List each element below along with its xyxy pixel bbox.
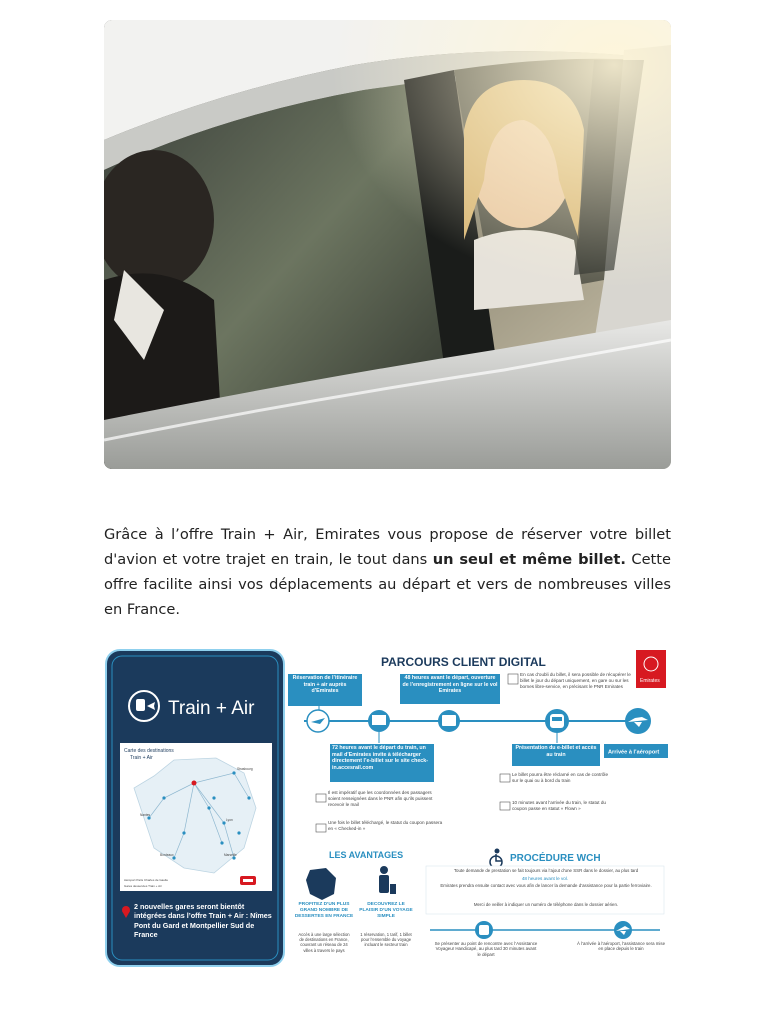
city-label: Strasbourg	[237, 767, 253, 771]
step1-box: Réservation de l’itinéraire train + air auprès d’Emirates	[288, 674, 362, 713]
step4-notes: Le billet pourra être réclamé en cas de contrôle sur le quai ou à bord du train 10 minutes avant l’arrivée du train, le statut du coupon passe en statut « Flown »	[500, 772, 612, 830]
wch-text1: Toute demande de prestation se fait toujours via l’ajout d’une SSR dans le dossier, au plus tard	[453, 868, 639, 873]
hero-photo	[104, 20, 671, 469]
wch-text2: Emirates prendra ensuite contact avec vous afin de lancer la demande d’assistance pour la partie ferroviaire.	[440, 883, 652, 888]
step4-box: Présentation du e-billet et accès au train	[512, 733, 600, 766]
city-label: Bordeaux	[160, 853, 174, 857]
map-legend-1: Aéroport Paris Charles de Gaulle	[124, 878, 169, 882]
intro-paragraph	[104, 522, 671, 622]
train-air-infographic	[104, 648, 671, 968]
step5-box	[604, 744, 668, 758]
wch-plane-icon	[614, 921, 632, 939]
clock-icon	[500, 802, 510, 810]
sncf-logo-icon	[240, 876, 256, 885]
advantage1-text: Accès à une large sélection de destinations en France, couvrant un réseau de 24 villes à travers le pays	[298, 932, 350, 953]
train-icon	[545, 709, 569, 733]
step2-note: En cas d’oubli du billet, il sera possible de récupérer le billet le jour du départ uniquement, en gare ou sur les bornes libre-service, en précisant le PNR Emirates	[508, 672, 638, 708]
panel-title: Train + Air	[168, 698, 255, 719]
intro-text-part1: Grâce à l’offre Train + Air, Emirates vous propose de réserver votre billet d'avion et votre trajet en train, le tout dans	[104, 526, 671, 568]
ticket-icon	[500, 774, 510, 782]
advantage2-title: DÉCOUVREZ LE PLAISIR D’UN VOYAGE SIMPLE	[359, 902, 413, 919]
step5-label: Arrivée à l’aéroport	[608, 749, 660, 756]
ticket-icon	[508, 674, 518, 684]
monitor-icon	[368, 710, 390, 732]
intro-highlight: un seul et même billet.	[432, 551, 626, 568]
parcours-title: PARCOURS CLIENT DIGITAL	[381, 655, 546, 669]
step1-icon	[307, 710, 329, 732]
step2-box: 48 heures avant le départ, ouverture de l’enregistrement en ligne sur le vol Emirates	[400, 674, 500, 704]
map-legend-2: Gares desservies Train + Air	[124, 884, 162, 888]
tablet-icon	[438, 710, 460, 732]
wch-train-icon	[475, 921, 493, 939]
paris-marker	[192, 781, 197, 786]
new-stations-note: 2 nouvelles gares seront bientôt intégrées dans l’offre Train + Air : Nîmes Pont du Gard et Montpellier Sud de France	[134, 902, 272, 940]
map-title-2: Train + Air	[130, 755, 153, 761]
advantage1-title: PROFITEZ D’UN PLUS GRAND NOMBRE DE DESSERTES EN FRANCE	[294, 902, 354, 919]
city-label: Marseille	[224, 853, 237, 857]
emirates-logo	[636, 650, 666, 688]
avantages-title: LES AVANTAGES	[329, 850, 404, 860]
advantage2-text: 1 réservation, 1 tarif, 1 billet pour l’ensemble du voyage incluant le secteur train	[360, 932, 412, 948]
wch-title: PROCÉDURE WCH	[510, 853, 601, 864]
plane-icon	[625, 708, 651, 734]
laptop-icon	[316, 794, 326, 802]
map-title-1: Carte des destinations	[124, 748, 174, 754]
step3-box: 72 heures avant le départ du train, un mail d’Emirates invite à télécharger directement l’e-billet sur le site check-in.accesrail.com	[330, 732, 434, 782]
wch-text1-highlight: 48 heures avant le vol.	[521, 876, 569, 881]
left-panel	[106, 650, 284, 966]
wch-text3: Merci de veiller à indiquer un numéro de téléphone dans le dossier aérien.	[473, 902, 619, 907]
destinations-map	[120, 743, 272, 891]
wch-step-b: À l’arrivée à l’aéroport, l’assistance sera mise en place depuis le train	[576, 941, 666, 952]
intro-text-part2: Cette offre facilite ainsi vos déplacements au départ et vers de nombreuses villes en France.	[104, 551, 671, 618]
ticket-icon	[316, 824, 326, 832]
emirates-logo-text: Emirates	[640, 678, 660, 684]
wch-step-a: Se présenter au point de rencontre avec l’Assistance Voyageur Handicapé, au plus tard 30 minutes avant le départ	[434, 941, 538, 957]
city-label: Nantes	[140, 813, 151, 817]
city-label: Lyon	[226, 818, 233, 822]
step3-notes: Il est impératif que les coordonnées des passagers soient renseignées dans le PNR afin qu’ils puissent recevoir le mail Une fois le billet téléchargé, le statut du coupon passera en « Checked-in »	[316, 790, 444, 844]
